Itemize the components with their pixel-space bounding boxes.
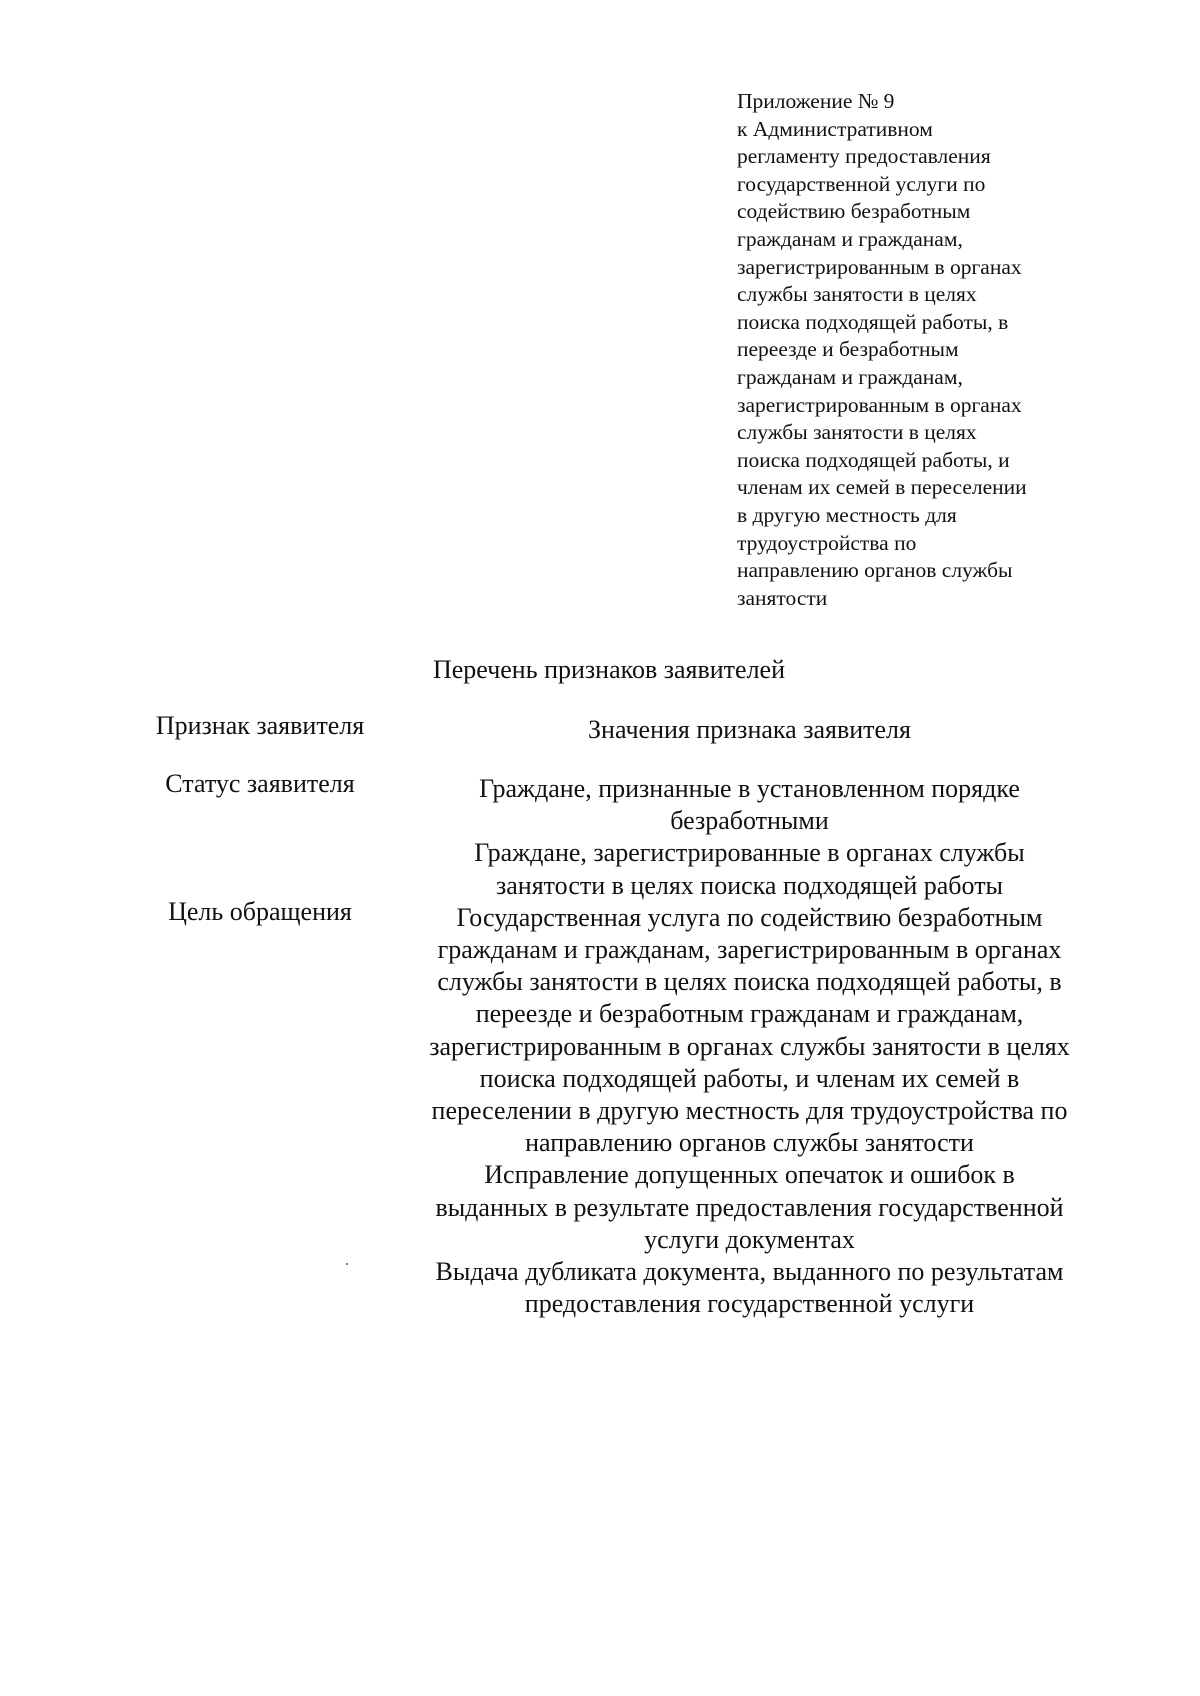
appendix-line: поиска подходящей работы, в	[737, 309, 1009, 334]
appendix-line: государственной услуги по	[737, 171, 986, 196]
value-line: Исправление допущенных опечаток и ошибок в	[484, 1160, 1015, 1190]
scan-speck	[346, 1263, 348, 1265]
value-line: переселении в другую местность для трудоустройства по	[431, 1096, 1068, 1126]
appendix-line: гражданам и гражданам,	[737, 364, 963, 389]
value-line: услуги документах	[644, 1224, 855, 1254]
appendix-line: гражданам и гражданам,	[737, 226, 963, 251]
value-line: выданных в результате предоставления государственной	[435, 1192, 1064, 1222]
appendix-line: содействию безработным	[737, 199, 971, 224]
appendix-line: трудоустройства по	[737, 530, 917, 555]
appendix-line: занятости	[737, 585, 828, 610]
appendix-line: службы занятости в целях	[737, 282, 977, 307]
appendix-line: зарегистрированным в органах	[737, 254, 1022, 279]
appendix-line: в другую местность для	[737, 502, 957, 527]
column-header-values: Значения признака заявителя	[588, 715, 911, 744]
value-line: службы занятости в целях поиска подходящей работы, в	[437, 967, 1062, 997]
appendix-line: членам их семей в переселении	[737, 475, 1027, 500]
value-line: Выдача дубликата документа, выданного по результатам	[435, 1257, 1064, 1287]
value-line: переезде и безработным гражданам и гражданам,	[475, 999, 1024, 1029]
value-line: Государственная услуга по содействию безработным	[456, 902, 1043, 932]
appendix-line: направлению органов службы	[737, 558, 1013, 583]
value-line: безработными	[670, 806, 829, 836]
appendix-line: переезде и безработным	[737, 337, 959, 362]
attribute-values	[392, 773, 1107, 1320]
value-line: Граждане, зарегистрированные в органах службы	[474, 838, 1025, 868]
attribute-goal: Цель обращения	[168, 897, 352, 926]
value-line: гражданам и гражданам, зарегистрированным в органах	[437, 935, 1062, 965]
appendix-line: к Административном	[737, 116, 933, 141]
document-title: Перечень признаков заявителей	[432, 655, 786, 684]
appendix-header	[737, 88, 1157, 612]
attribute-status: Статус заявителя	[165, 769, 355, 798]
appendix-line: службы занятости в целях	[737, 420, 977, 445]
value-line: предоставления государственной услуги	[524, 1289, 975, 1319]
column-header-attribute: Признак заявителя	[155, 711, 365, 740]
appendix-line: регламенту предоставления	[737, 144, 991, 169]
appendix-line: Приложение № 9	[737, 89, 895, 113]
appendix-line: поиска подходящей работы, и	[737, 447, 1010, 472]
value-line: занятости в целях поиска подходящей работы	[495, 870, 1004, 900]
value-line: Граждане, признанные в установленном порядке	[479, 774, 1020, 803]
value-line: зарегистрированным в органах службы занятости в целях	[429, 1031, 1070, 1061]
appendix-line: зарегистрированным в органах	[737, 392, 1022, 417]
value-line: направлению органов службы занятости	[525, 1128, 974, 1158]
value-line: поиска подходящей работы, и членам их семей в	[479, 1063, 1020, 1093]
